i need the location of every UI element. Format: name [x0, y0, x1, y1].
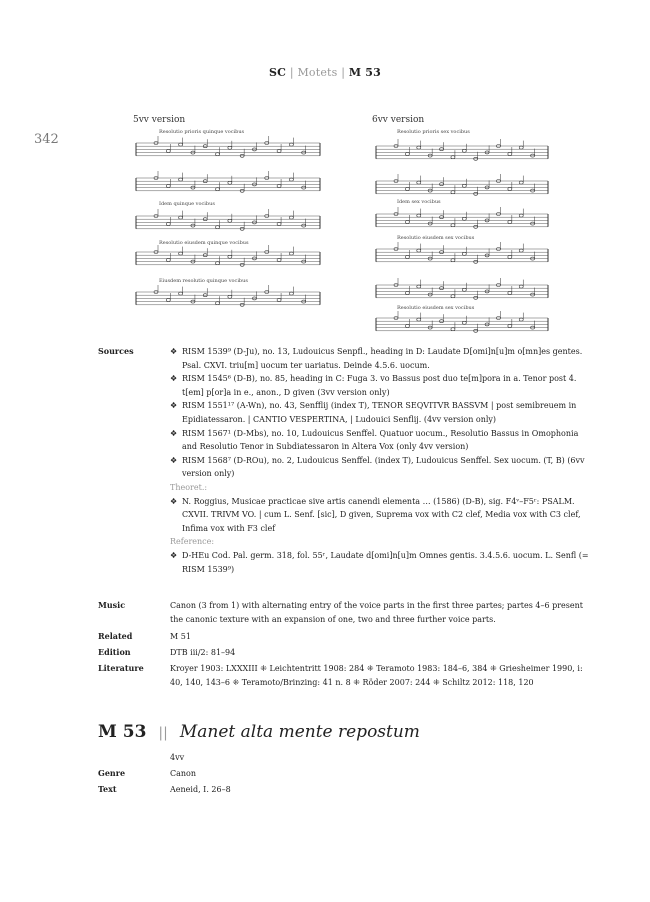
staff	[376, 174, 548, 195]
genre-label: Genre	[98, 768, 126, 778]
source-item: ❖ RISM 1539⁹ (D-Ju), no. 13, Ludouicus Senpfl., heading in D: Laudate D[omi]n[u]m o[mn]es gentes. Psal. CXVI. triu[m] uocum ter uariatus. Deinde 4.5.6. uocum.	[170, 347, 583, 370]
note	[179, 252, 183, 255]
staff	[136, 209, 320, 230]
header-entry: M 53	[348, 66, 381, 79]
note	[289, 178, 293, 181]
note	[277, 299, 281, 302]
note	[289, 216, 293, 219]
note	[277, 259, 281, 262]
left-example-title: 5vv version	[133, 115, 186, 125]
note	[417, 285, 421, 288]
note	[508, 188, 512, 191]
note	[228, 181, 232, 184]
staff	[376, 139, 548, 160]
right-staff-label: Resolutio eiusdem sex vocibus	[397, 235, 475, 241]
note	[277, 185, 281, 188]
note	[462, 149, 466, 152]
note	[519, 181, 523, 184]
literature-label: Literature	[98, 663, 144, 673]
left-staff-label: Idem quinque vocibus	[159, 201, 215, 207]
note	[166, 259, 170, 262]
note	[508, 221, 512, 224]
staff	[376, 207, 548, 228]
related-text: M 51	[170, 632, 191, 641]
music-text: Canon (3 from 1) with alternating entry of the voice parts in the first three partes; partes 4–6 present the canonic texture with an expansion of one, two and three further voice parts.	[170, 601, 583, 624]
note	[519, 214, 523, 217]
note	[451, 295, 455, 298]
note	[417, 214, 421, 217]
bullet-icon: ❖	[170, 401, 178, 411]
note	[289, 292, 293, 295]
music-label: Music	[98, 600, 126, 610]
header-section: Motets	[297, 66, 338, 79]
note	[451, 191, 455, 194]
left-staff-label: Resolutio eiusdem quinque vocibus	[159, 240, 249, 246]
music-notation	[0, 0, 650, 340]
source-item: ❖ RISM 1568⁷ (D-ROu), no. 2, Ludouicus Senffel. (index T), Ludouicus Senffel. Sex uocum. (T, B) (6vv version only)	[170, 455, 585, 479]
right-staff-label: Resolutio prioris sex vocibus	[397, 129, 470, 135]
staff	[376, 242, 548, 263]
entry-title: Manet alta mente repostum	[179, 722, 420, 742]
note	[228, 219, 232, 222]
note	[508, 153, 512, 156]
note	[462, 252, 466, 255]
note	[405, 256, 409, 259]
note	[166, 299, 170, 302]
note	[462, 184, 466, 187]
bullet-icon: ❖	[170, 428, 178, 438]
note	[462, 217, 466, 220]
note	[166, 150, 170, 153]
note	[289, 143, 293, 146]
note	[405, 153, 409, 156]
left-staff-label: Resolutio prioris quinque vocibus	[159, 129, 245, 135]
right-staff-label: Resolutio eiusdem sex vocibus	[397, 305, 475, 311]
staff	[136, 285, 320, 306]
note	[519, 146, 523, 149]
reference-item: ❖ D-HEu Cod. Pal. germ. 318, fol. 55ʳ, Laudate d[omi]n[u]m Omnes gentis. 3.4.5.6. uocum. L. Senfl (= RISM 1539⁹)	[170, 550, 589, 574]
note	[289, 252, 293, 255]
note	[519, 318, 523, 321]
note	[228, 255, 232, 258]
header-sep: |	[286, 66, 298, 79]
note	[508, 292, 512, 295]
bullet-icon: ❖	[170, 374, 178, 384]
note	[405, 221, 409, 224]
note	[179, 292, 183, 295]
note	[519, 285, 523, 288]
note	[519, 249, 523, 252]
text-text: Aeneid, I. 26–8	[170, 785, 231, 794]
note	[228, 295, 232, 298]
bullet-icon: ❖	[170, 550, 178, 560]
note	[451, 328, 455, 331]
reference-label: Reference:	[170, 537, 215, 547]
staff	[136, 171, 320, 192]
staff	[136, 245, 320, 266]
note	[216, 302, 220, 305]
header-series: SC	[269, 66, 287, 79]
note	[451, 259, 455, 262]
note	[417, 249, 421, 252]
note	[179, 216, 183, 219]
note	[277, 150, 281, 153]
related-label: Related	[98, 631, 133, 641]
note	[417, 146, 421, 149]
genre-text: Canon	[170, 769, 197, 778]
note	[277, 223, 281, 226]
bullet-icon: ❖	[170, 347, 178, 356]
bullet-icon: ❖	[170, 455, 178, 465]
note	[405, 188, 409, 191]
note	[417, 181, 421, 184]
source-item: ❖ RISM 1551¹⁷ (A-Wn), no. 43, Senfflij (index T), TENOR SEQVITVR BASSVM | post semibreuem in Epidiatessaron. | CANTIO VESPERTINA, | Ludouici Senflij. (4vv version only)	[170, 401, 577, 424]
text-label: Text	[98, 784, 117, 794]
entry-heading	[98, 722, 420, 742]
note	[179, 178, 183, 181]
note	[417, 318, 421, 321]
left-staff-label: Eiusdem resolutio quinque vocibus	[159, 278, 248, 284]
note	[216, 153, 220, 156]
staff	[376, 278, 548, 299]
source-item: ❖ RISM 1567¹ (D-Mbs), no. 10, Ludouicus Senffel. Quatuor uocum., Resolutio Bassus in Omophonia and Resolutio Tenor in Subdiatessaron in Altera Vox (only 4vv version)	[170, 428, 579, 452]
literature-text: Kroyer 1903: LXXXIII ⁜ Leichtentritt 1908: 284 ⁜ Teramoto 1983: 184–6, 384 ⁜ Griesheimer 1990, i: 40, 140, 143–6 ⁜ Teramoto/Brinzing: 41 n. 8 ⁜ Röder 2007: 244 ⁜ Schiltz 2012: 118, 120	[170, 664, 583, 687]
note	[216, 262, 220, 265]
note	[228, 146, 232, 149]
right-example-title: 6vv version	[372, 115, 425, 125]
theoret-label: Theoret.:	[170, 482, 208, 492]
bullet-icon: ❖	[170, 496, 178, 506]
note	[405, 292, 409, 295]
note	[508, 256, 512, 259]
note	[405, 325, 409, 328]
note	[216, 226, 220, 229]
source-item: ❖ RISM 1545⁶ (D-B), no. 85, heading in C: Fuga 3. vo Bassus post duo te[m]pora in a. Tenor post 4. t[em] p[or]a in e., anon., D given (3vv version only)	[170, 374, 577, 397]
note	[166, 185, 170, 188]
note	[508, 325, 512, 328]
edition-text: DTB iii/2: 81–94	[170, 648, 236, 657]
sources-label: Sources	[98, 346, 134, 356]
right-staff-label: Idem sex vocibus	[397, 199, 441, 205]
theoret-item: ❖ N. Roggius, Musicae practicae sive artis canendi elementa … (1586) (D-B), sig. F4ᵛ–F5ʳ: PSALM. CXVII. TRIVM VO. | cum L. Senf. [sic], D given, Suprema vox with C2 clef, Media vox with C3 clef, Infima vox with F3 clef	[170, 496, 581, 533]
note	[451, 224, 455, 227]
note	[166, 223, 170, 226]
entry-separator: ||	[158, 725, 168, 741]
note	[462, 288, 466, 291]
edition-label: Edition	[98, 647, 131, 657]
note	[179, 143, 183, 146]
header-sep: |	[337, 66, 349, 79]
note	[451, 156, 455, 159]
entry-number: M 53	[98, 722, 147, 742]
note	[462, 321, 466, 324]
page-number: 342	[34, 132, 59, 147]
staff	[376, 311, 548, 332]
entry-voices: 4vv	[170, 753, 185, 762]
note	[216, 188, 220, 191]
staff	[136, 136, 320, 157]
